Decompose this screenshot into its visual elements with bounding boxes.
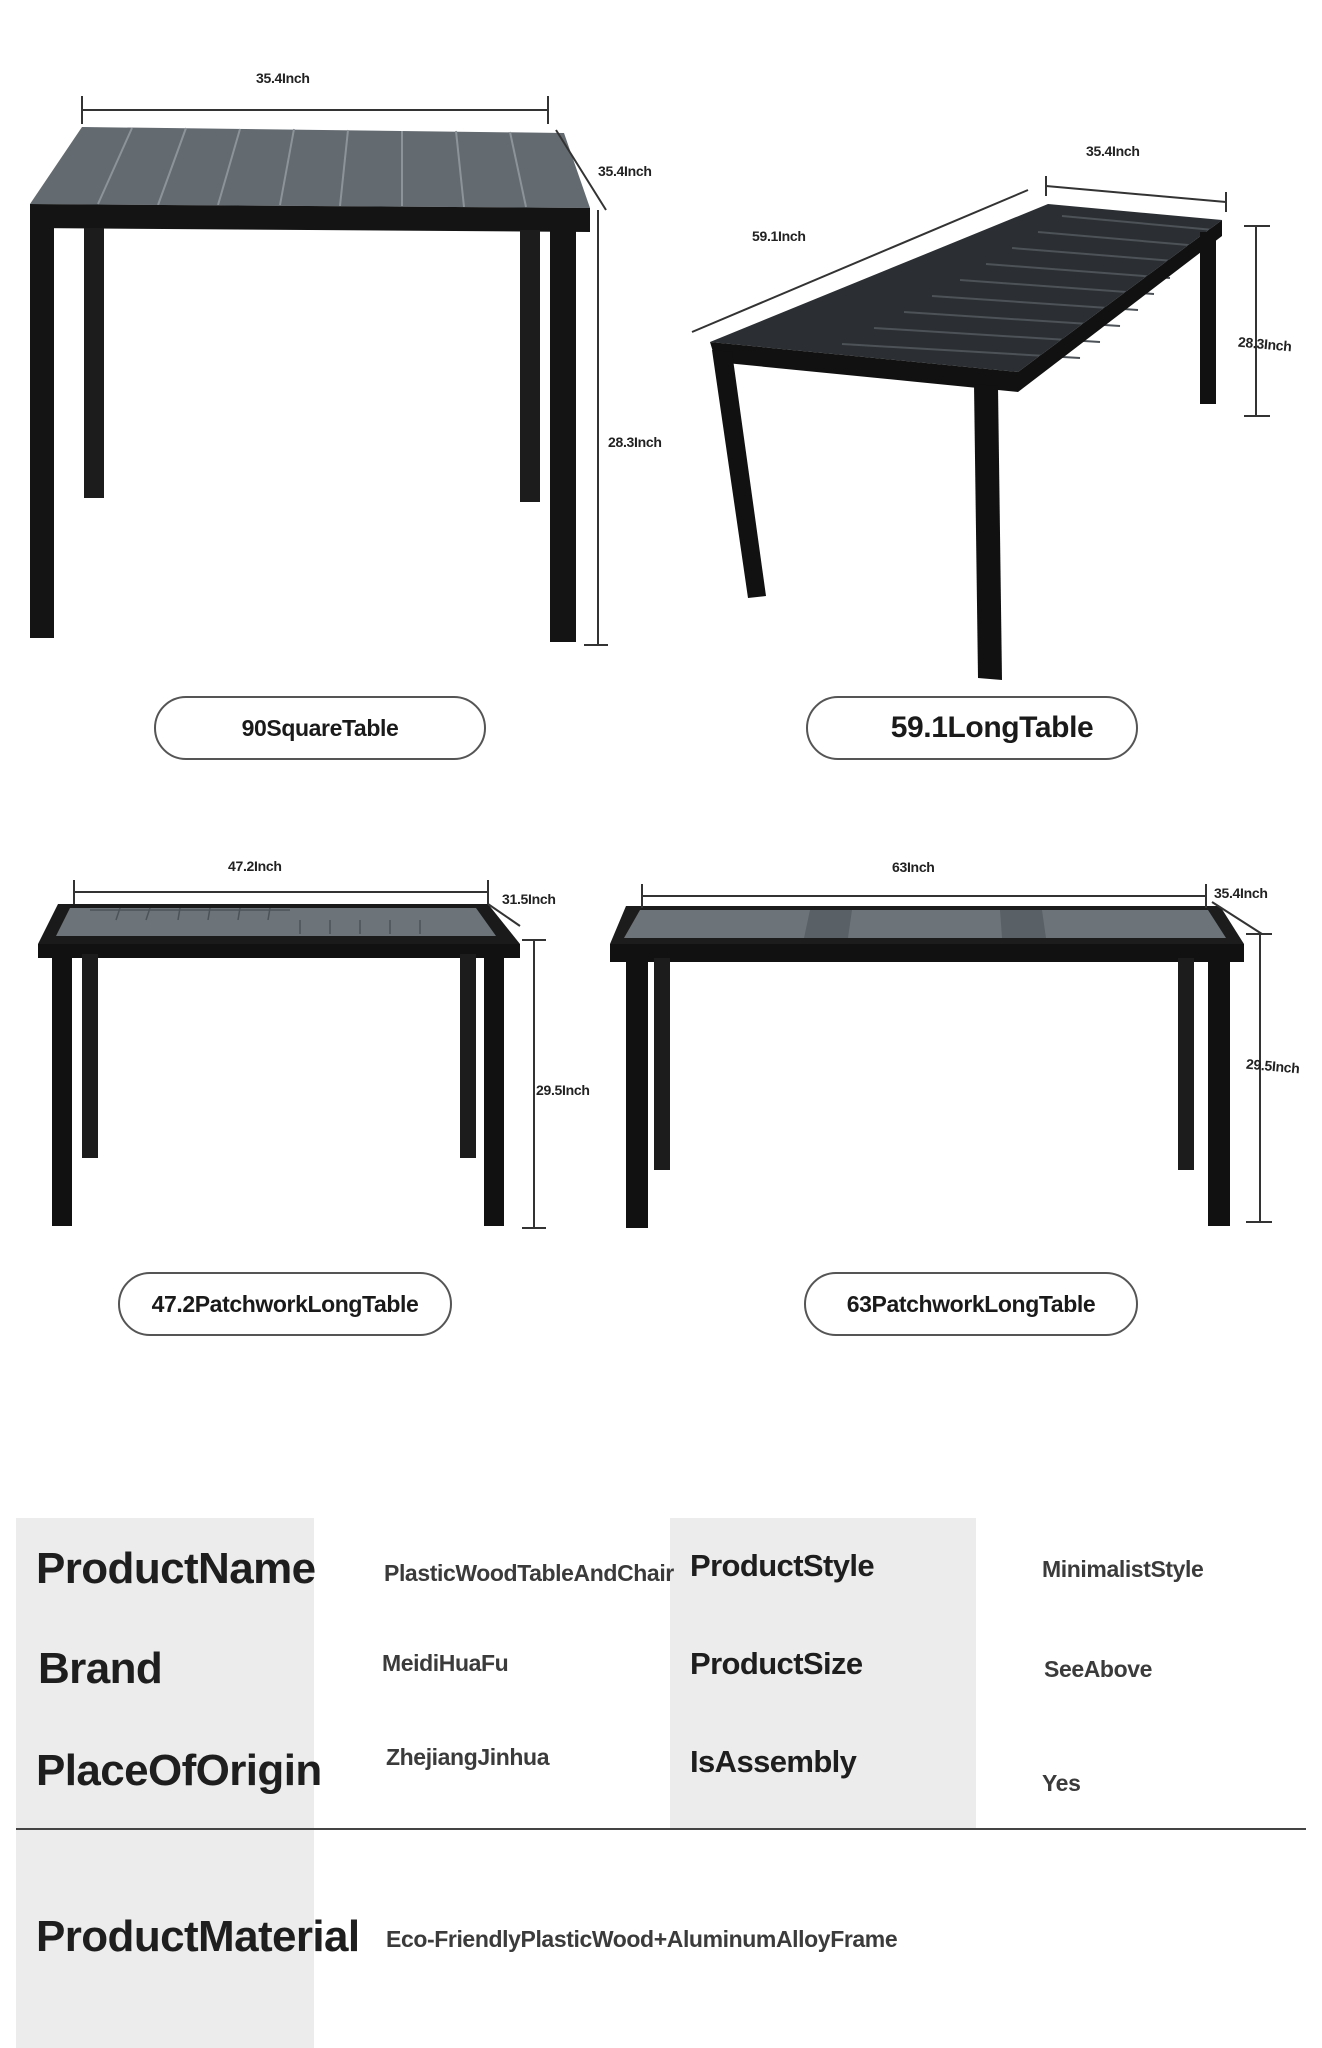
long-table-drawing: [692, 176, 1270, 680]
is-assembly-label: IsAssembly: [690, 1744, 857, 1779]
place-of-origin-label: PlaceOfOrigin: [36, 1746, 322, 1795]
square-table-depth-label: 35.4Inch: [598, 163, 652, 179]
product-size-label: ProductSize: [690, 1646, 863, 1681]
long-table-length-label: 59.1Inch: [752, 228, 806, 244]
brand-label: Brand: [38, 1644, 163, 1693]
patchwork-63-table-top: [624, 910, 1226, 938]
product-style-value: MinimalistStyle: [1042, 1556, 1204, 1582]
brand-value: MeidiHuaFu: [382, 1650, 509, 1676]
product-material-label: ProductMaterial: [36, 1912, 360, 1961]
long-table-name: 59.1LongTable: [806, 696, 1138, 760]
patchwork-47-depth-label: 31.5Inch: [502, 891, 556, 907]
square-table-drawing: [30, 96, 608, 645]
product-name-value: PlasticWoodTableAndChair: [384, 1560, 674, 1586]
square-table-width-label: 35.4Inch: [256, 70, 310, 86]
patchwork-63-table-drawing: [610, 884, 1272, 1228]
patchwork-47-table-top: [56, 908, 496, 936]
patchwork-63-height-label: 29.5Inch: [1245, 1055, 1301, 1077]
long-table-height-label: 28.3Inch: [1237, 333, 1293, 355]
patchwork-63-length-label: 63Inch: [892, 859, 935, 875]
square-table-height-label: 28.3Inch: [608, 434, 662, 450]
patchwork-47-length-label: 47.2Inch: [228, 858, 282, 874]
patchwork-63-table-name: 63PatchworkLongTable: [804, 1272, 1138, 1336]
product-name-label: ProductName: [36, 1544, 316, 1593]
product-style-label: ProductStyle: [690, 1548, 875, 1583]
product-material-value: Eco-FriendlyPlasticWood+AluminumAlloyFrame: [386, 1926, 898, 1952]
place-of-origin-value: ZhejiangJinhua: [386, 1744, 550, 1770]
spec-divider: [16, 1828, 1306, 1830]
is-assembly-value: Yes: [1042, 1770, 1081, 1796]
patchwork-47-table-name: 47.2PatchworkLongTable: [118, 1272, 452, 1336]
patchwork-63-depth-label: 35.4Inch: [1214, 885, 1268, 901]
square-table-name: 90SquareTable: [154, 696, 486, 760]
patchwork-47-height-label: 29.5Inch: [536, 1082, 590, 1098]
long-table-width-label: 35.4Inch: [1086, 143, 1140, 159]
product-size-value: SeeAbove: [1044, 1656, 1153, 1682]
patchwork-47-table-drawing: [38, 880, 546, 1228]
spec-table: [0, 1500, 1322, 2048]
